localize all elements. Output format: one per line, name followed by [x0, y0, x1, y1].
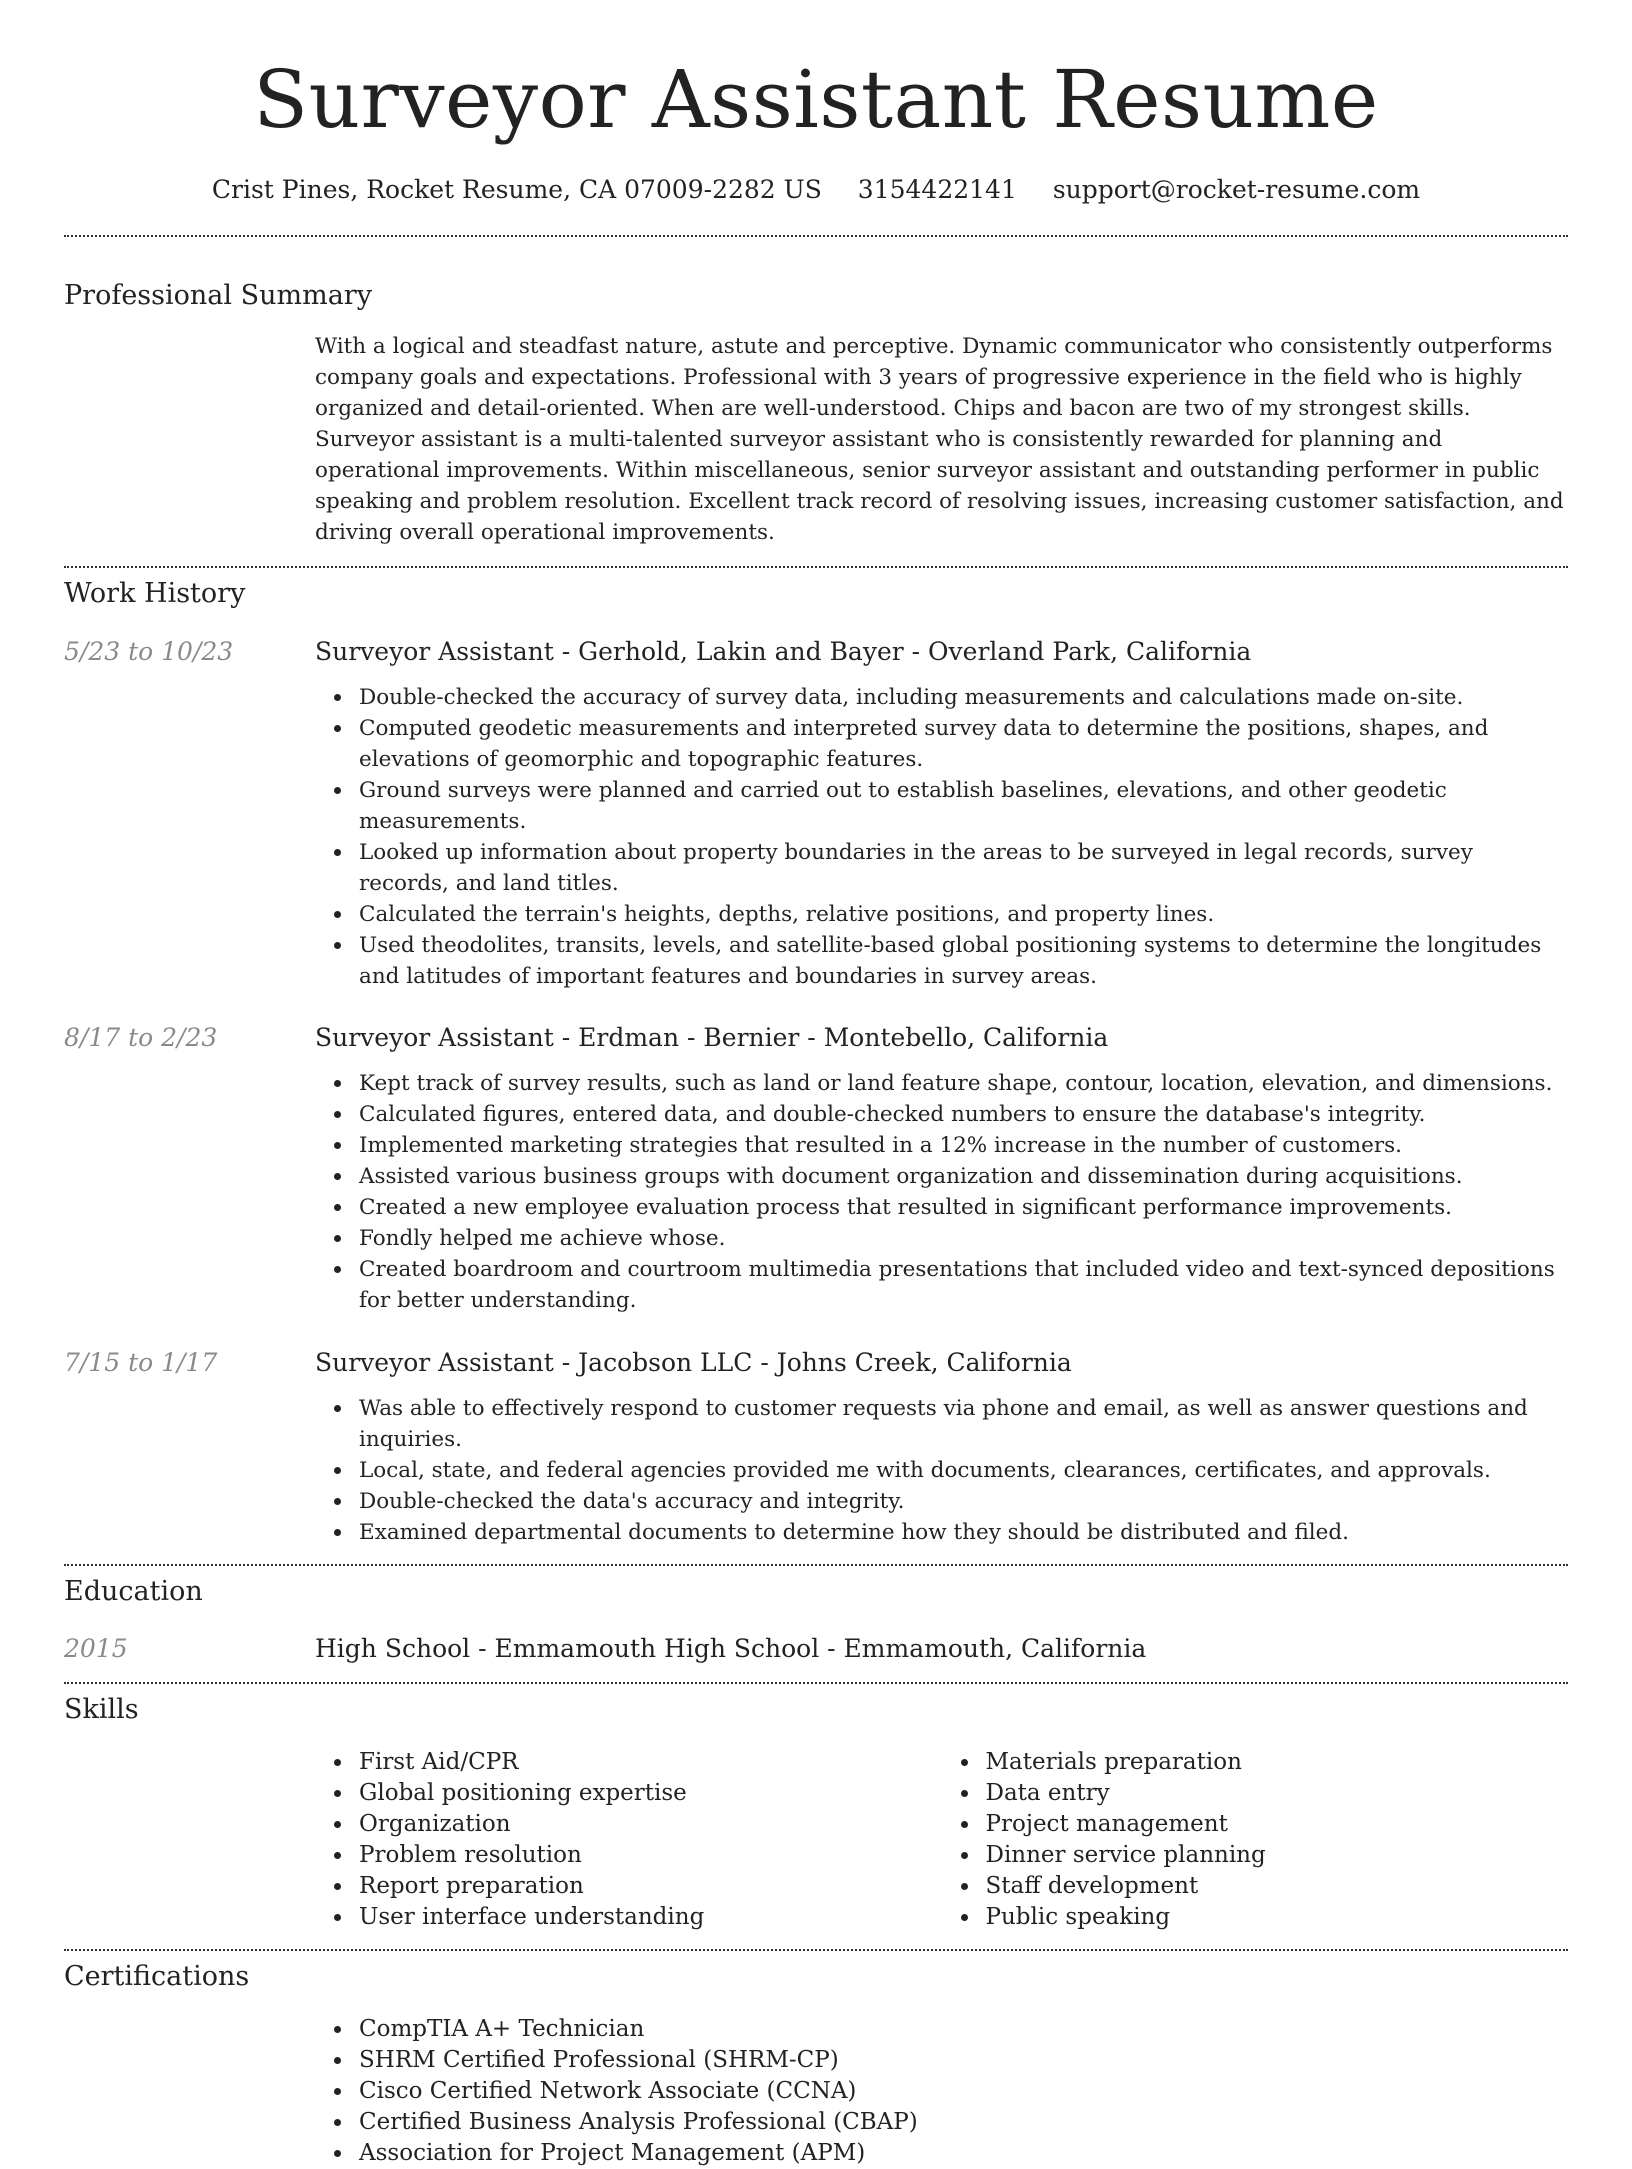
certification-item: Association for Project Management (APM)	[359, 2138, 1568, 2169]
job-bullet: Local, state, and federal agencies provided me with documents, clearances, certificates, and approvals.	[359, 1455, 1568, 1486]
job-bullet: Examined departmental documents to determine how they should be distributed and filed.	[359, 1517, 1568, 1548]
skill-item: Project management	[986, 1809, 1569, 1840]
skill-item: Public speaking	[986, 1902, 1569, 1933]
job-entry	[64, 1345, 1568, 1548]
job-entry	[64, 634, 1568, 992]
contact-email: support@rocket-resume.com	[1052, 175, 1421, 204]
skill-item: Global positioning expertise	[359, 1778, 942, 1809]
job-bullet: Computed geodetic measurements and interpreted survey data to determine the positions, shapes, and elevations of geomorphic and topographic features.	[359, 713, 1568, 775]
job-title: Surveyor Assistant - Gerhold, Lakin and Bayer - Overland Park, California	[315, 637, 1252, 666]
skills-heading: Skills	[64, 1694, 139, 1725]
job-dates: 5/23 to 10/23	[64, 637, 234, 666]
job-bullets	[315, 682, 1568, 992]
certifications-list	[315, 2014, 1568, 2169]
skills-body	[315, 1747, 1568, 1933]
section-divider	[64, 235, 1568, 237]
job-bullet: Was able to effectively respond to customer requests via phone and email, as well as answer questions and inquiries.	[359, 1393, 1568, 1455]
education-entry	[64, 1631, 1568, 1667]
contact-phone: 3154422141	[857, 175, 1017, 204]
section-divider	[64, 1682, 1568, 1684]
job-dates: 8/17 to 2/23	[64, 1023, 218, 1052]
certification-item: CompTIA A+ Technician	[359, 2014, 1568, 2045]
resume-page	[64, 0, 1568, 2169]
skill-item: Staff development	[986, 1871, 1569, 1902]
job-bullets	[315, 1393, 1568, 1548]
skill-item: Materials preparation	[986, 1747, 1569, 1778]
contact-address: Crist Pines, Rocket Resume, CA 07009-2282 US	[211, 175, 822, 204]
job-title: Surveyor Assistant - Erdman - Bernier - Montebello, California	[315, 1023, 1109, 1052]
skills-list-right	[942, 1747, 1569, 1933]
contact-line	[64, 170, 1568, 210]
job-bullet: Created boardroom and courtroom multimedia presentations that included video and text-synced depositions for better understanding.	[359, 1254, 1568, 1316]
section-divider	[64, 1564, 1568, 1566]
education-title: High School - Emmamouth High School - Emmamouth, California	[315, 1634, 1147, 1663]
certification-item: SHRM Certified Professional (SHRM-CP)	[359, 2045, 1568, 2076]
job-bullet: Fondly helped me achieve whose.	[359, 1223, 1568, 1254]
certifications-body	[315, 2014, 1568, 2169]
summary-body	[315, 331, 1568, 548]
skill-item: First Aid/CPR	[359, 1747, 942, 1778]
summary-heading: Professional Summary	[64, 280, 372, 311]
work-history-heading: Work History	[64, 578, 246, 609]
resume-title: Surveyor Assistant Resume	[253, 53, 1379, 146]
job-bullet: Assisted various business groups with document organization and dissemination during acquisitions.	[359, 1161, 1568, 1192]
skills-columns	[315, 1747, 1568, 1933]
section-divider	[64, 1949, 1568, 1951]
education-year: 2015	[64, 1634, 128, 1663]
job-bullet: Calculated figures, entered data, and double-checked numbers to ensure the database's integrity.	[359, 1099, 1568, 1130]
certification-item: Certified Business Analysis Professional (CBAP)	[359, 2107, 1568, 2138]
job-bullet: Calculated the terrain's heights, depths, relative positions, and property lines.	[359, 899, 1568, 930]
job-bullet: Used theodolites, transits, levels, and satellite-based global positioning systems to determine the longitudes and latitudes of important features and boundaries in survey areas.	[359, 930, 1568, 992]
job-bullet: Implemented marketing strategies that resulted in a 12% increase in the number of customers.	[359, 1130, 1568, 1161]
job-bullet: Looked up information about property boundaries in the areas to be surveyed in legal records, survey records, and land titles.	[359, 837, 1568, 899]
skill-item: Data entry	[986, 1778, 1569, 1809]
education-heading: Education	[64, 1576, 203, 1607]
job-dates: 7/15 to 1/17	[64, 1348, 218, 1377]
skills-list-left	[315, 1747, 942, 1933]
certification-item: Cisco Certified Network Associate (CCNA)	[359, 2076, 1568, 2107]
job-bullet: Double-checked the accuracy of survey data, including measurements and calculations made on-site.	[359, 682, 1568, 713]
job-bullet: Double-checked the data's accuracy and integrity.	[359, 1486, 1568, 1517]
job-bullet: Kept track of survey results, such as land or land feature shape, contour, location, elevation, and dimensions.	[359, 1068, 1568, 1099]
job-bullets	[315, 1068, 1568, 1316]
skill-item: Dinner service planning	[986, 1840, 1569, 1871]
skill-item: Organization	[359, 1809, 942, 1840]
job-bullet: Ground surveys were planned and carried out to establish baselines, elevations, and other geodetic measurements.	[359, 775, 1568, 837]
job-title: Surveyor Assistant - Jacobson LLC - Johns Creek, California	[315, 1348, 1072, 1377]
job-entry	[64, 1020, 1568, 1316]
job-bullet: Created a new employee evaluation process that resulted in significant performance improvements.	[359, 1192, 1568, 1223]
skill-item: User interface understanding	[359, 1902, 942, 1933]
skill-item: Problem resolution	[359, 1840, 942, 1871]
section-divider	[64, 566, 1568, 568]
summary-text: With a logical and steadfast nature, astute and perceptive. Dynamic communicator who consistently outperforms company goals and expectations. Professional with 3 years of progressive experience in the field who is highly organized and detail-oriented. When are well-understood. Chips and bacon are two of my strongest skills. Surveyor assistant is a multi-talented surveyor assistant who is consistently rewarded for planning and operational improvements. Within miscellaneous, senior surveyor assistant and outstanding performer in public speaking and problem resolution. Excellent track record of resolving issues, increasing customer satisfaction, and driving overall operational improvements.	[315, 334, 1564, 545]
skill-item: Report preparation	[359, 1871, 942, 1902]
certifications-heading: Certifications	[64, 1961, 250, 1992]
